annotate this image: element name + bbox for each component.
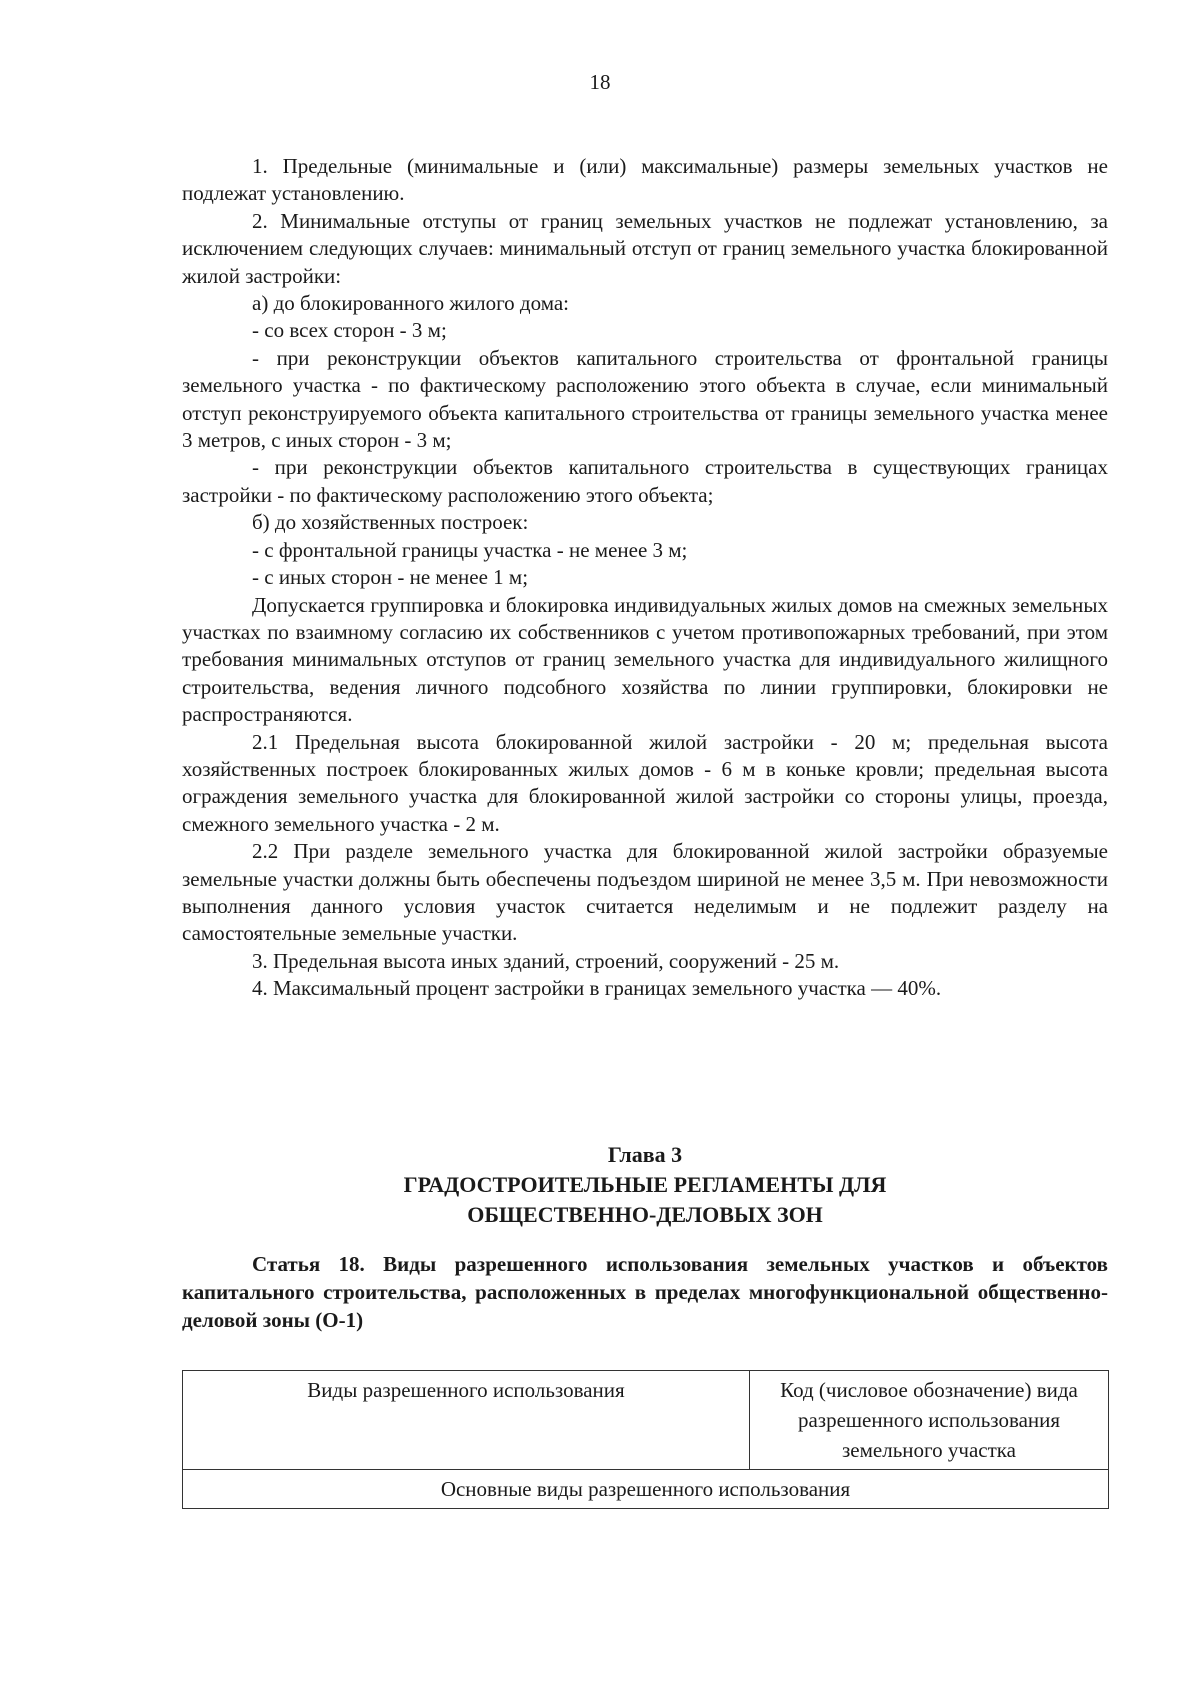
page-number: 18: [589, 70, 611, 94]
paragraph: 4. Максимальный процент застройки в границах земельного участка — 40%.: [252, 976, 942, 1001]
chapter-title-line-1: ГРАДОСТРОИТЕЛЬНЫЕ РЕГЛАМЕНТЫ ДЛЯ: [403, 1172, 887, 1197]
table-section-label: Основные виды разрешенного использования: [183, 1470, 1109, 1509]
table-header-uses: Виды разрешенного использования: [183, 1371, 750, 1470]
article-title: Статья 18. Виды разрешенного использования земельных участков и объектов капитального строительства, расположенных в пределах многофункциональной общественно-деловой зоны (О-1): [182, 1252, 1108, 1332]
paragraph: - при реконструкции объектов капитального строительства в существующих границах застройки - по фактическому расположению этого объекта;: [182, 455, 1108, 507]
paragraph: б) до хозяйственных построек:: [252, 510, 529, 535]
permitted-uses-table: [182, 1370, 1109, 1509]
chapter-number: Глава 3: [607, 1142, 683, 1167]
paragraph: - с фронтальной границы участка - не менее 3 м;: [252, 537, 688, 562]
paragraph: 2.2 При разделе земельного участка для блокированной жилой застройки образуемые земельные участки должны быть обеспечены подъездом шириной не менее 3,5 м. При невозможности выполнения данного условия участок считается неделимым и не подлежит разделу на самостоятельные земельные участки.: [182, 839, 1108, 946]
table-header-code: Код (числовое обозначение) вида разрешенного использования земельного участка: [750, 1371, 1109, 1470]
paragraph: 1. Предельные (минимальные и (или) максимальные) размеры земельных участков не подлежат установлению.: [182, 154, 1108, 206]
chapter-heading: [182, 1140, 1108, 1230]
paragraph: Допускается группировка и блокировка индивидуальных жилых домов на смежных земельных участках по взаимному согласию их собственников с учетом противопожарных требований, при этом требования минимальных отступов от границ земельного участка для индивидуального жилищного строительства, ведения личного подсобного хозяйства по линии группировки, блокировки не распространяются.: [182, 592, 1108, 727]
paragraph: 2.1 Предельная высота блокированной жилой застройки - 20 м; предельная высота хозяйственных построек блокированных жилых домов - 6 м в коньке кровли; предельная высота ограждения земельного участка для блокированной жилой застройки со стороны улицы, проезда, смежного земельного участка - 2 м.: [182, 729, 1108, 836]
table-header-row: [183, 1371, 1109, 1470]
paragraph: 2. Минимальные отступы от границ земельных участков не подлежат установлению, за исключением следующих случаев: минимальный отступ от границ земельного участка блокированной жилой застройки:: [182, 208, 1108, 288]
chapter-title-line-2: ОБЩЕСТВЕННО-ДЕЛОВЫХ ЗОН: [467, 1202, 823, 1227]
body-text: [182, 153, 1108, 1003]
paragraph: - со всех сторон - 3 м;: [252, 318, 447, 343]
table-section-row: [183, 1470, 1109, 1509]
paragraph: а) до блокированного жилого дома:: [252, 291, 570, 316]
paragraph: 3. Предельная высота иных зданий, строений, сооружений - 25 м.: [252, 948, 840, 973]
paragraph: - при реконструкции объектов капитального строительства от фронтальной границы земельного участка - по фактическому расположению этого объекта в случае, если минимальный отступ реконструируемого объекта капитального строительства от границы земельного участка менее 3 метров, с иных сторон - 3 м;: [182, 345, 1108, 453]
paragraph: - с иных сторон - не менее 1 м;: [252, 565, 529, 590]
